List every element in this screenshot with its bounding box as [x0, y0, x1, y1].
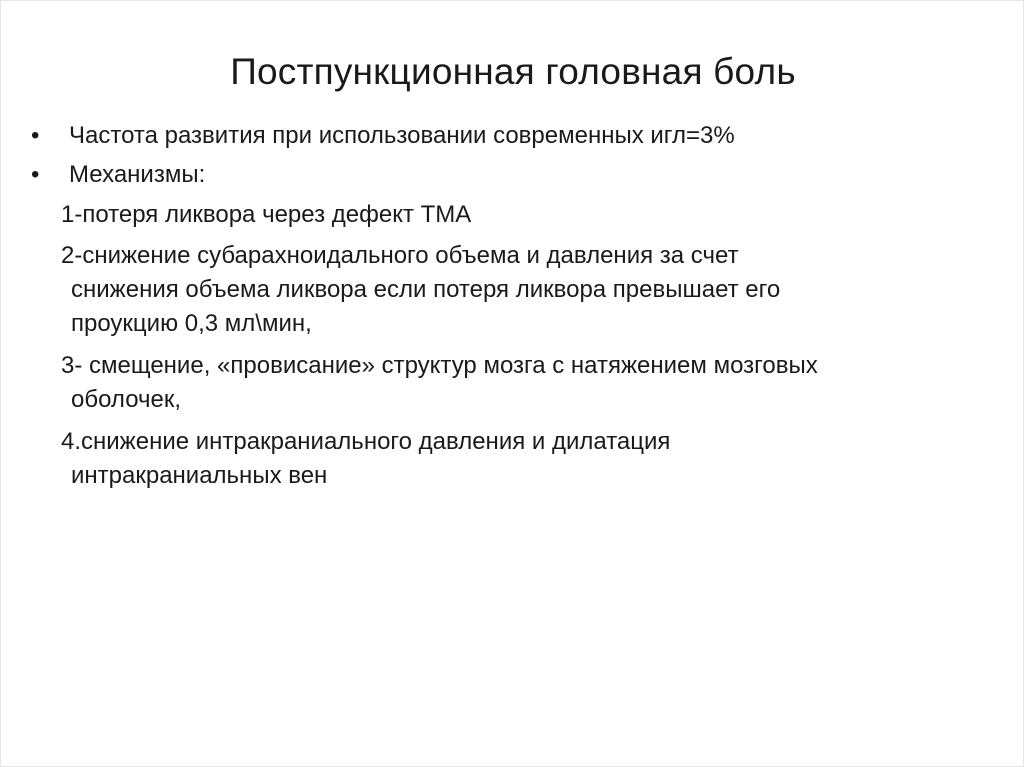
mechanism-line: проукцию 0,3 мл\мин, — [71, 310, 312, 337]
mechanism-line: 1-потеря ликвора через дефект ТМА — [61, 201, 472, 228]
mechanism-line: 4.снижение интракраниального давления и дилатация — [61, 428, 671, 455]
bullet-frequency — [31, 119, 735, 153]
mechanism-line: интракраниальных вен — [71, 462, 328, 489]
slide-title: Постпункционная головная боль — [230, 51, 796, 92]
bullet-marker: • — [31, 161, 40, 188]
mechanism-line: 2-снижение субарахноидального объема и давления за счет — [61, 242, 739, 269]
mechanism-line: 3- смещение, «провисание» структур мозга с натяжением мозговых — [61, 352, 818, 379]
mechanism-item-4 — [61, 425, 670, 493]
bullet-text: Механизмы: — [69, 161, 206, 188]
mechanism-item-2 — [61, 239, 780, 341]
bullet-marker: • — [31, 122, 40, 149]
bullet-mechanisms — [31, 158, 205, 192]
mechanism-item-3 — [61, 349, 818, 417]
mechanism-item-1 — [61, 198, 471, 232]
mechanism-line: оболочек, — [71, 386, 182, 413]
bullet-text: Частота развития при использовании современных игл=3% — [69, 122, 735, 149]
mechanism-line: снижения объема ликвора если потеря ликвора превышает его — [71, 276, 781, 303]
